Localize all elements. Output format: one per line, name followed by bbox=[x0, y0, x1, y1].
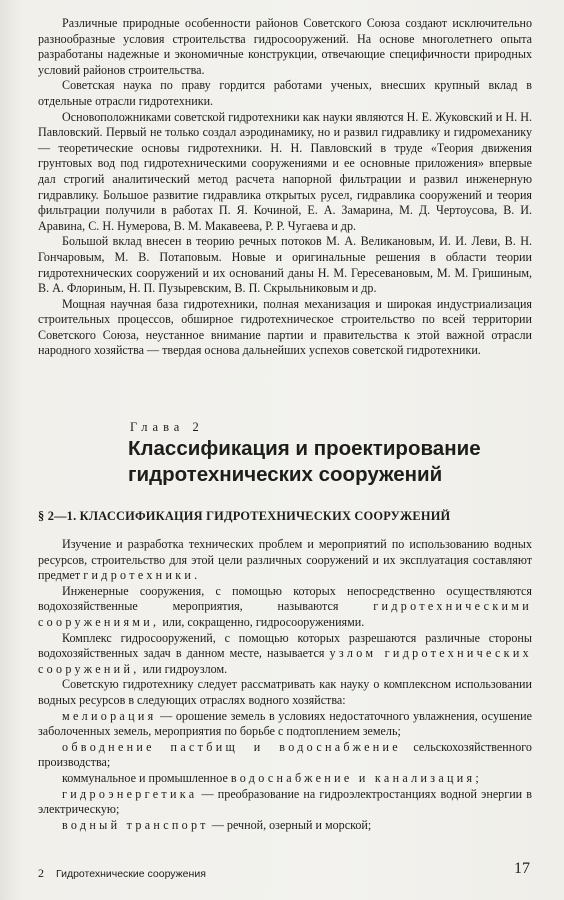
spaced-term: мелиорация bbox=[62, 708, 157, 723]
text-run: Изучение и разработка технических проблем и мероприятий по использованию водных ресурсов, строительство для этой цели различных сооружений и их эксплуатация составляют предмет bbox=[38, 537, 532, 583]
text-run: — орошение земель в условиях недостаточного увлажнения, осушение заболоченных земель, мероприятия по борьбе с подтоплением земель; bbox=[38, 708, 532, 739]
signature-number: 2 bbox=[38, 866, 44, 880]
spaced-term: водный транспорт bbox=[62, 817, 209, 832]
spaced-term: гидротехническими сооружениями, bbox=[38, 599, 532, 629]
paragraph bbox=[38, 740, 532, 771]
text-run: или гидроузлом. bbox=[139, 661, 228, 676]
page-number: 17 bbox=[514, 860, 530, 877]
paragraph: Большой вклад внесен в теорию речных потоков М. А. Великановым, И. И. Леви, В. Н. Гончаровым, М. В. Потаповым. Новые и оригинальные решения в области теории гидротехнических сооружений и их оснований даны Н. М. Гересевановым, М. М. Гришиным, В. А. Флориным, Н. П. Пузыревским, В. П. Скрыльниковым и др. bbox=[38, 234, 532, 296]
text-run: коммунальное и промышленное bbox=[62, 770, 231, 785]
paragraph bbox=[38, 537, 532, 584]
paragraph: Мощная научная база гидротехники, полная механизация и широкая индустриализация строительных процессов, обширное гидротехническое строительство по всей территории Советского Союза, неустанное внимание партии и правительства к этой важной отрасли народного хозяйства — твердая основа дальнейших успехов советской гидротехники. bbox=[38, 296, 532, 358]
paragraph: Различные природные особенности районов Советского Союза создают исключительно разнообразные условия строительства гидросооружений. На основе многолетнего опыта разработаны надежные и экономичные конструкции, отвечающие специфичности природных условий районов строительства. bbox=[38, 16, 532, 77]
paragraph: Советская наука по праву гордится работами ученых, внесших крупный вклад в отдельные отрасли гидротехники. bbox=[38, 78, 532, 108]
paragraph: Основоположниками советской гидротехники как науки являются Н. Е. Жуковский и Н. Н. Павловский. Первый не только создал аэродинамику, но и развил гидравлику и гидромеханику — теоретические основы гидротехники. Н. Н. Павловский в труде «Теория движения грунтовых вод под гидротехническими сооружениями и ее основные приложения» впервые дал строгий аналитический метод расчета напорной фильтрации и развил инженерную гидравлику. Большое развитие гидравлика открытых русел, гидравлика сооружений и теория фильтрации получили в работах П. Я. Кочиной, Е. А. Замарина, М. Д. Чертоусова, В. И. Аравина, С. Н. Нумерова, В. М. Макавеева, Р. Р. Чугаева и др. bbox=[38, 109, 532, 233]
chapter-label: Глава 2 bbox=[130, 420, 204, 434]
paragraph bbox=[38, 787, 532, 818]
spaced-term: гидроэнергетика bbox=[62, 786, 198, 801]
paragraph bbox=[38, 771, 532, 787]
paragraph bbox=[38, 709, 532, 740]
text-run: — преобразование на гидроэлектростанциях водной энергии в электрическую; bbox=[38, 786, 532, 817]
text-run: — речной, озерный и морской; bbox=[208, 817, 372, 832]
spaced-term: гидротехники. bbox=[83, 568, 201, 583]
signature-text: Гидротехнические сооружения bbox=[56, 868, 206, 880]
text-run: сельскохозяйственного производства; bbox=[38, 739, 532, 770]
text-run: или, сокращенно, гидросооружениями. bbox=[159, 614, 365, 629]
paragraph bbox=[38, 631, 532, 678]
paragraph bbox=[38, 584, 532, 631]
text-run: Комплекс гидросооружений, с помощью которых разрешаются различные стороны водохозяйственных задач в данном месте, называется bbox=[38, 630, 532, 661]
intro-text-block bbox=[38, 16, 532, 359]
spaced-term: узлом гидротехнических сооружений, bbox=[38, 646, 532, 676]
signature-line bbox=[38, 866, 206, 881]
spaced-term: обводнение пастбищ и водоснабжение bbox=[62, 739, 401, 754]
paragraph: Советскую гидротехнику следует рассматривать как науку о комплексном использовании водных ресурсов в следующих отраслях водного хозяйства: bbox=[38, 677, 532, 707]
chapter-title: Классификация и проектирование гидротехнических сооружений bbox=[128, 437, 481, 486]
paragraph bbox=[38, 818, 532, 834]
spaced-term: водоснабжение и канализация; bbox=[230, 770, 483, 785]
text-run: Инженерные сооружения, с помощью которых непосредственно осуществляются водохозяйственные мероприятия, называются bbox=[38, 583, 532, 614]
section-text-block bbox=[38, 537, 532, 833]
section-heading: § 2—1. КЛАССИФИКАЦИЯ ГИДРОТЕХНИЧЕСКИХ СООРУЖЕНИЙ bbox=[38, 509, 451, 523]
